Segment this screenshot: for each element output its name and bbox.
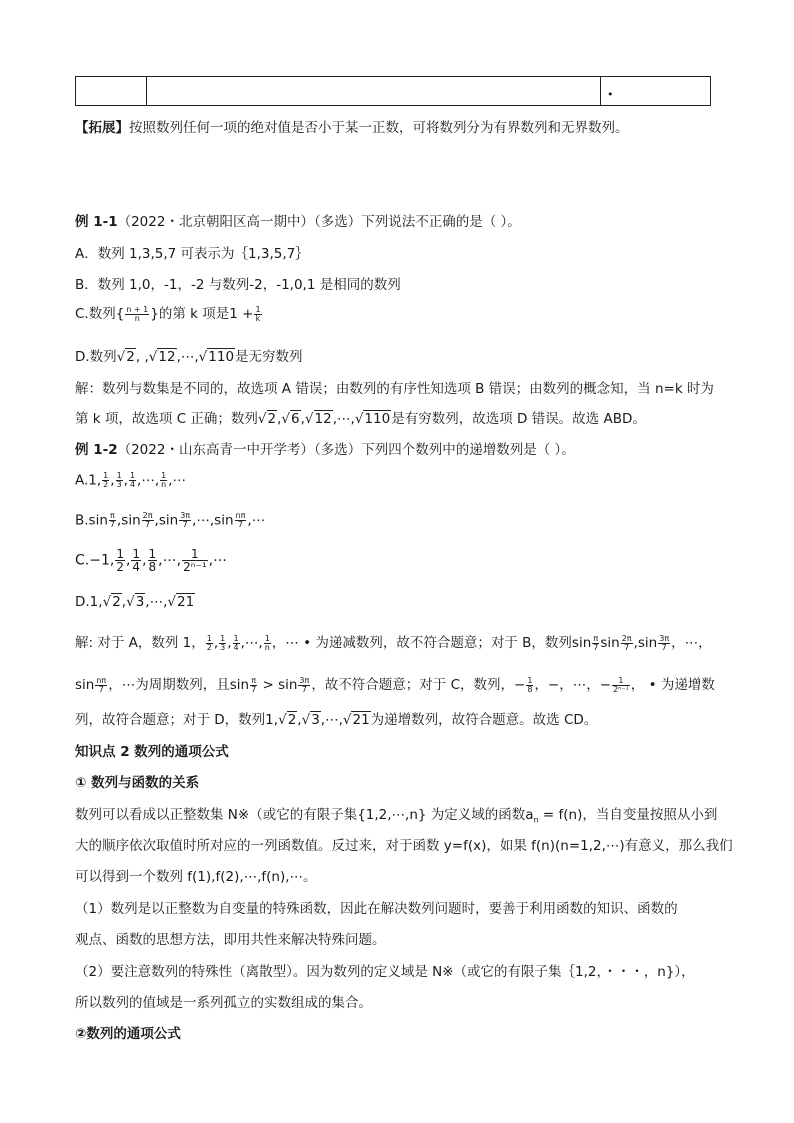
option-a: A．数列 1,3,5,7 可表示为｛1,3,5,7｝ [75, 246, 309, 262]
denominator: 4 [132, 560, 141, 574]
paragraph-line: 大的顺序依次取值时所对应的一列函数值。反过来，对于函数 y=f(x)，如果 f(n)(n=1,2,⋯)有意义，那么我们 [75, 838, 733, 854]
numerator: nπ [235, 511, 246, 520]
radicand: 2 [126, 349, 135, 365]
numerator: π [110, 511, 115, 520]
fraction [592, 635, 599, 652]
denominator: 7 [593, 642, 599, 652]
numerator: 1 [132, 547, 141, 561]
numerator: 1 [233, 633, 239, 643]
example-title: 例 1-1 [75, 214, 118, 230]
option-a: A.1, $\frac{1}{2}$ , $\frac{1}{3}$ , $\frac{1}{4}$ ,⋯, $\frac{1}{n}$ ,⋯ [75, 471, 187, 489]
denominator: 7 [237, 520, 244, 529]
option-b: B．数列 1,0，-1，-2 与数列-2，-1,0,1 是相同的数列 [75, 277, 401, 293]
denominator: 8 [527, 684, 533, 694]
fraction [115, 548, 125, 573]
option-a-tail: ,⋯ [168, 472, 187, 489]
denominator: 8 [148, 560, 157, 574]
numerator: 2π [621, 633, 632, 643]
solution-line: 第 k 项，故选项 C 正确；数列√2,√6,√12,⋯,√110是有穷数列，故选项 D 错误。故选 ABD。 [75, 411, 646, 427]
denominator: n [134, 313, 140, 323]
sqrt-expression: √110 [198, 349, 235, 365]
denominator: k [255, 313, 261, 323]
option-b: B.sin $\frac{\pi}{7}$ ,sin $\frac{2\pi}{7}$ ,sin $\frac{3\pi}{7}$ ,⋯,sin $\frac{n\pi}{7}$ ,⋯ [75, 511, 266, 529]
section-heading: 知识点 2 数列的通项公式 [75, 744, 229, 760]
table-divider [600, 77, 601, 105]
sqrt-expression: √6 [281, 411, 300, 427]
numerator: 1 [182, 548, 208, 561]
denominator: 7 [109, 520, 115, 529]
radicand: 21 [352, 712, 370, 728]
denominator: n [161, 480, 167, 489]
radicand: 3 [311, 712, 320, 728]
solution-line: 列，故符合题意；对于 D，数列1,√2,√3,⋯,√21为递增数列，故符合题意。故选 CD。 [75, 712, 598, 728]
sqrt-expression: √2 [102, 594, 121, 610]
radicand: 3 [135, 594, 145, 610]
top-table [75, 76, 711, 106]
denominator: 7 [182, 520, 188, 529]
numerator: n + 1 [126, 304, 149, 314]
subsection-heading: ②数列的通项公式 [75, 1026, 181, 1042]
solution-text: 解: 对于 A，数列 1， [75, 635, 205, 651]
denominator: 2 [116, 560, 124, 574]
option-d-prefix: D.数列 [75, 349, 117, 365]
numerator: 3π [299, 675, 310, 685]
numerator: 1 [161, 471, 167, 480]
paragraph-text: 数列可以看成以正整数集 N※（或它的有限子集{1,2,⋯,n} 为定义域的函数a [75, 807, 534, 823]
solution-text: ， • 为递增数 [630, 677, 715, 693]
fraction [264, 635, 271, 652]
solution-line [75, 673, 715, 694]
solution-text: 是有穷数列，故选项 D 错误。故选 ABD。 [391, 411, 646, 427]
fraction [131, 548, 141, 573]
fraction [621, 635, 633, 652]
example-1-2-heading [75, 438, 575, 458]
radicand: 12 [158, 349, 176, 365]
numerator: 1 [103, 471, 109, 480]
solution-text: 为递增数列，故符合题意。故选 CD。 [370, 712, 598, 728]
example-title: 例 1-2 [75, 442, 118, 458]
separator: , , [135, 349, 149, 365]
option-c-prefix: C.−1, [75, 552, 115, 569]
fraction [219, 635, 226, 652]
radicand: 2 [267, 411, 277, 427]
sin-label: B.sin [75, 512, 108, 529]
solution-text: 列，故符合题意；对于 D，数列1, [75, 712, 279, 728]
solution-text: ，故不符合题意；对于 C，数列，− [311, 677, 526, 693]
sqrt-expression: √3 [126, 594, 145, 610]
table-cell-bullet: • [607, 88, 614, 101]
fraction [298, 677, 310, 694]
radicand: 2 [112, 594, 121, 610]
radicand: 21 [176, 594, 195, 610]
numerator: 1 [612, 677, 630, 686]
extension-text: 按照数列任何一项的绝对值是否小于某一正数，可将数列分为有界数列和无界数列。 [129, 120, 629, 136]
denominator: 2 [103, 480, 109, 489]
solution-text: 第 k 项，故选项 C 正确；数列 [75, 411, 258, 427]
solution-text: ，⋯ • 为递减数列，故不符合题意；对于 B，数列sin [271, 635, 592, 651]
radicand: 110 [208, 349, 235, 365]
extension-paragraph [75, 116, 629, 136]
solution-text: sin [75, 677, 95, 693]
radicand: 6 [291, 411, 300, 427]
option-d: D.1,√2,√3,⋯,√21 [75, 594, 195, 610]
numerator: 3π [180, 511, 191, 520]
numerator: 1 [116, 547, 124, 561]
fraction [250, 677, 257, 694]
fraction [142, 512, 154, 529]
numerator: nπ [96, 675, 107, 685]
sqrt-expression: √21 [167, 594, 195, 610]
paragraph-line: 所以数列的值域是一系列孤立的实数组成的集合。 [75, 995, 372, 1011]
option-c: C.−1, $\frac{1}{2}$ , $\frac{1}{4}$ , $\frac{1}{8}$ ,⋯, $\frac{1}{\text{2ⁿ⁻¹}}$ ,⋯ [75, 547, 228, 574]
paragraph-line: （1）数列是以正整数为自变量的特殊函数，因此在解决数列问题时，要善于利用函数的知识、函数的 [75, 901, 678, 917]
fraction [109, 512, 116, 529]
option-c [75, 302, 263, 323]
paragraph-line: 数列可以看成以正整数集 N※（或它的有限子集{1,2,⋯,n} 为定义域的函数$a_n = f(n)$，当自变量按照从小到 [75, 807, 718, 825]
numerator: 1 [129, 471, 136, 480]
fraction [148, 548, 158, 573]
fraction [254, 306, 261, 323]
separator: ,⋯, [145, 594, 168, 610]
fraction [206, 635, 213, 652]
radicand: 12 [314, 411, 332, 427]
option-d-prefix: D.1, [75, 594, 103, 610]
solution-text: ，⋯为周期数列，且sin [108, 677, 250, 693]
denominator: 7 [661, 642, 667, 652]
option-d [75, 345, 303, 365]
numerator: 1 [264, 633, 270, 643]
fraction [182, 548, 208, 573]
denominator: 7 [98, 684, 104, 694]
solution-text: ，⋯， [671, 635, 712, 651]
denominator: 2 [206, 642, 212, 652]
numerator: 1 [148, 547, 157, 561]
fraction [658, 635, 670, 652]
option-d-suffix: 是无穷数列 [235, 349, 303, 365]
denominator: n [264, 642, 270, 652]
example-source: （2022・北京朝阳区高一期中）（多选）下列说法不正确的是（ ）。 [117, 214, 521, 230]
denominator: 4 [129, 480, 136, 489]
numerator: 1 [116, 471, 122, 480]
fraction [526, 677, 533, 694]
extension-label: 【拓展】 [75, 120, 129, 136]
paragraph-line: 观点、函数的思想方法，即用共性来解决特殊问题。 [75, 932, 386, 948]
paragraph-line: （2）要注意数列的特殊性（离散型）。因为数列的定义域是 N※（或它的有限子集｛1,2，・・・，n}）， [75, 964, 695, 980]
denominator: 7 [251, 684, 257, 694]
radicand: 2 [287, 712, 297, 728]
fraction [95, 677, 107, 694]
denominator: 2ⁿ⁻¹ [613, 684, 629, 694]
denominator: 2ⁿ⁻¹ [183, 560, 207, 574]
numerator: 3π [659, 633, 670, 643]
sqrt-expression: √2 [278, 712, 297, 728]
option-c-prefix: C.数列{ [75, 306, 125, 322]
option-c-middle: }的第 k 项是1 + [150, 306, 254, 322]
sqrt-expression: √2 [116, 349, 135, 365]
fraction [125, 306, 149, 323]
table-divider [146, 77, 147, 105]
fraction [129, 472, 136, 489]
fraction [233, 635, 240, 652]
radicand: 110 [364, 411, 391, 427]
paragraph-text: = f(n)，当自变量按照从小到 [538, 807, 718, 823]
sqrt-expression: √2 [257, 411, 277, 427]
separator: ,⋯, [176, 349, 199, 365]
example-1-1-heading [75, 210, 521, 230]
numerator: 1 [255, 304, 261, 314]
option-a-prefix: A.1, [75, 472, 102, 489]
numerator: 1 [206, 633, 212, 643]
solution-line: 解：数列与数集是不同的，故选项 A 错误；由数列的有序性知选项 B 错误；由数列的概念知，当 n=k 时为 [75, 381, 714, 397]
solution-line: 解: 对于 A，数列 1， $\frac{1}{2}$ , $\frac{1}{3}$ , $\frac{1}{4}$ ,⋯, $\frac{1}{n}$ ，⋯ • 为递减数列，故不符合题意；对于 B，数列sin $\frac{\pi}{7}$ sin $\frac{2\pi}{7}$ ,sin $\frac{3\pi}{7}$ ，⋯， [75, 633, 712, 652]
subsection-heading: ① 数列与函数的关系 [75, 775, 200, 791]
numerator: π [593, 633, 599, 643]
sqrt-expression: √3 [301, 712, 320, 728]
example-source: （2022・山东高青一中开学考）（多选）下列四个数列中的递增数列是（ ）。 [117, 442, 575, 458]
fraction [612, 677, 630, 694]
denominator: 4 [233, 642, 239, 652]
denominator: 3 [220, 642, 226, 652]
fraction [235, 512, 247, 529]
sqrt-expression: √110 [354, 411, 391, 427]
numerator: 2π [142, 511, 153, 520]
fraction [116, 472, 123, 489]
denominator: 7 [145, 520, 151, 529]
denominator: 7 [301, 684, 307, 694]
paragraph-line: 可以得到一个数列 f(1),f(2),⋯,f(n),⋯。 [75, 869, 317, 885]
numerator: π [251, 675, 257, 685]
fraction [179, 512, 191, 529]
fraction [102, 472, 109, 489]
sqrt-expression: √21 [342, 712, 370, 728]
solution-text: ，−，⋯，− [534, 677, 612, 693]
numerator: 1 [527, 675, 533, 685]
solution-text: > sin [258, 677, 298, 693]
denominator: 3 [116, 480, 122, 489]
fraction [160, 472, 167, 489]
sqrt-expression: √12 [148, 349, 176, 365]
numerator: 1 [220, 633, 226, 643]
denominator: 7 [624, 642, 630, 652]
sqrt-expression: √12 [304, 411, 332, 427]
